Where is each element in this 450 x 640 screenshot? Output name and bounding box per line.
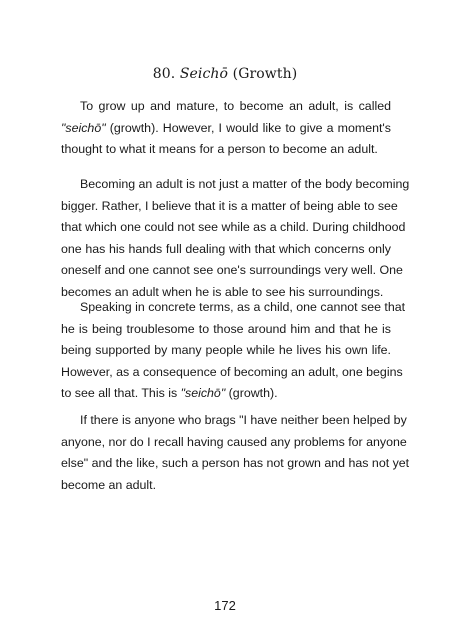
section-title [0, 66, 450, 82]
section-title-translation: (Growth) [232, 66, 298, 82]
text-run: Speaking in concrete terms, as a child, one cannot see that [80, 300, 406, 314]
text-run: bigger. Rather, I believe that it is a matter of being able to see [61, 198, 398, 213]
text-line [61, 239, 391, 261]
text-run: else" and the like, such a person has not grown and has not yet [61, 456, 410, 471]
text-line [61, 432, 407, 454]
paragraph-1 [61, 96, 391, 161]
text-line [61, 383, 391, 405]
text-line [61, 319, 391, 341]
text-run: becomes an adult when he is able to see his surroundings. [61, 284, 384, 299]
text-run: However, as a consequence of becoming an adult, one begins [61, 364, 403, 379]
text-run: anyone, nor do I recall having caused any problems for anyone [61, 434, 407, 449]
text-line [61, 260, 403, 282]
text-run: become an adult. [61, 477, 157, 492]
text-line [61, 340, 391, 362]
page-number: 172 [214, 598, 236, 613]
text-line [61, 362, 403, 384]
text-run: (growth). However, I would like to give a moment's [105, 120, 391, 135]
text-line [61, 453, 410, 475]
text-line [61, 174, 410, 196]
text-run: one has his hands full dealing with that which concerns only [61, 241, 391, 256]
paragraph-3 [61, 297, 406, 405]
italic-term: "seichō" [180, 386, 226, 401]
text-line [61, 410, 407, 432]
text-line [61, 475, 391, 497]
text-line [61, 297, 406, 319]
text-run: oneself and one cannot see one's surroundings very well. One [61, 263, 403, 278]
paragraph-4 [61, 410, 410, 496]
text-run: being supported by many people while he lives his own life. [61, 343, 391, 358]
text-run: he is being troublesome to those around him and that he is [61, 321, 391, 336]
italic-term: "seichō" [61, 120, 106, 135]
text-run: If there is anyone who brags "I have neither been helped by [80, 413, 407, 427]
text-run: that which one could not see while as a child. During childhood [61, 220, 406, 235]
section-title-romanized: Seichō [179, 66, 229, 82]
section-number: 80. [152, 66, 176, 82]
text-run: to see all that. This is [61, 386, 181, 401]
text-run: To grow up and mature, to become an adult, is called [80, 99, 391, 113]
text-run: Becoming an adult is not just a matter of the body becoming [80, 177, 410, 191]
text-run: thought to what it means for a person to become an adult. [61, 142, 378, 157]
text-line [61, 196, 398, 218]
paragraph-2 [61, 174, 410, 304]
text-run: (growth). [225, 386, 278, 401]
text-line [61, 139, 391, 161]
text-line [61, 217, 406, 239]
text-line [61, 118, 391, 140]
text-line [61, 96, 391, 118]
